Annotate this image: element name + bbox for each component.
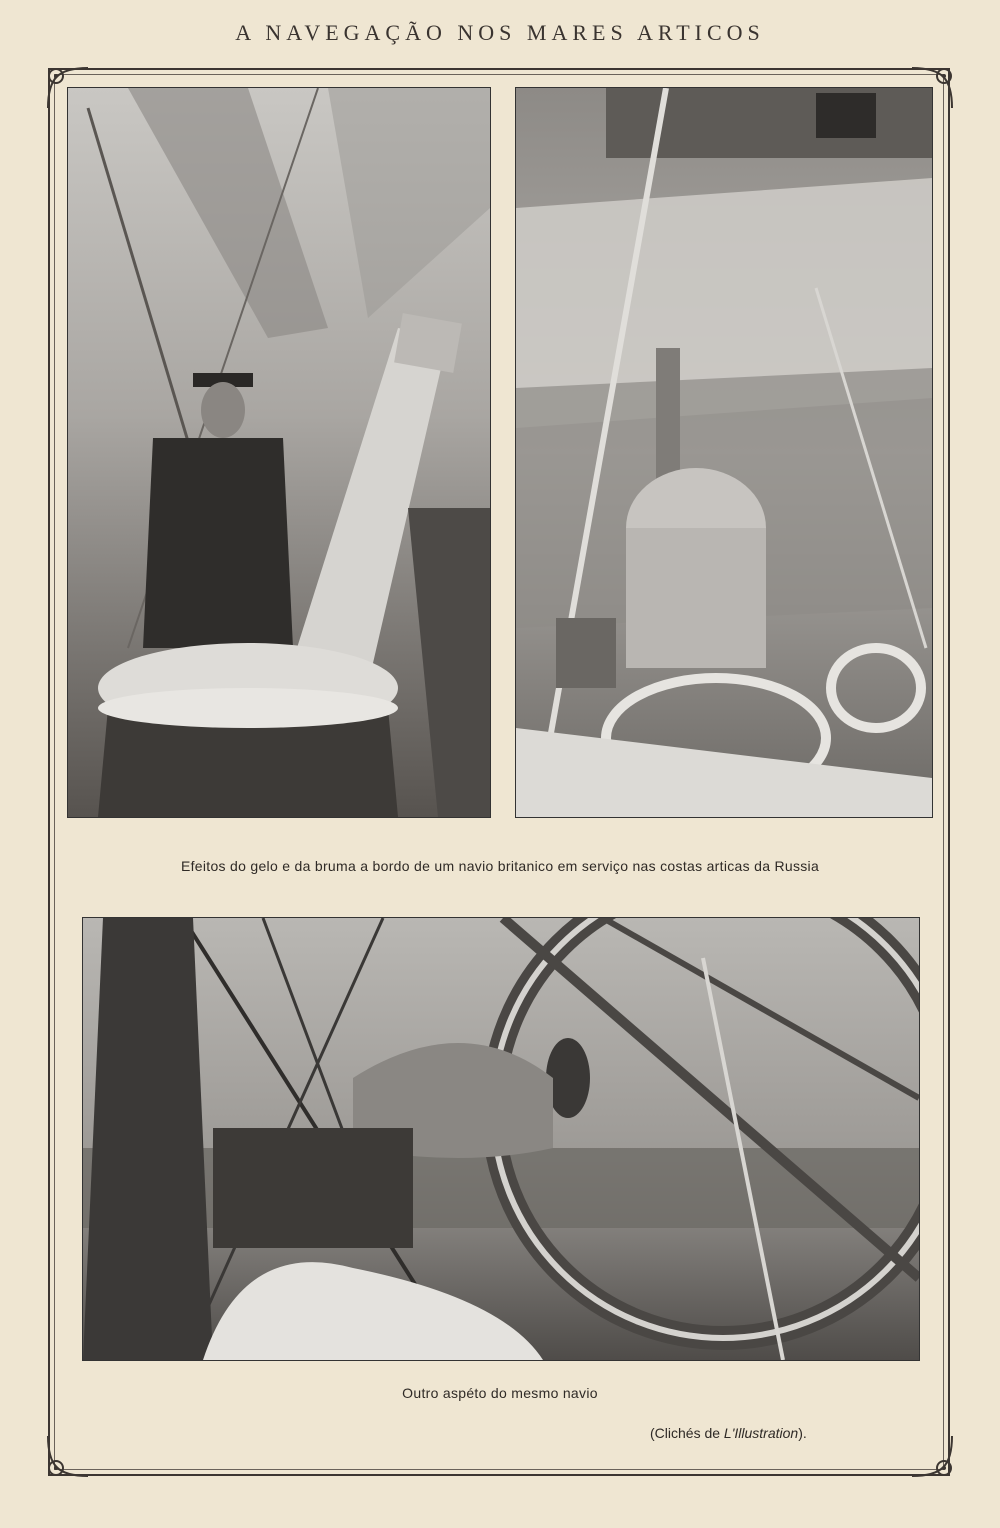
photo-credit bbox=[650, 1425, 850, 1441]
ornament-corner-icon bbox=[38, 1426, 98, 1486]
photo-iced-rigging bbox=[82, 917, 920, 1361]
caption-top: Efeitos do gelo e da bruma a bordo de um navio britanico em serviço nas costas articas da Russia bbox=[180, 858, 820, 874]
page-title: A NAVEGAÇÃO NOS MARES ARTICOS bbox=[235, 20, 765, 45]
caption-bottom: Outro aspéto do mesmo navio bbox=[402, 1385, 598, 1401]
credit-source: L'Illustration bbox=[723, 1425, 799, 1441]
credit-prefix: (Clichés de bbox=[650, 1425, 724, 1441]
photo-sailor-frozen-deck bbox=[67, 87, 491, 818]
ornament-corner-icon bbox=[902, 1426, 962, 1486]
credit-suffix: ). bbox=[798, 1425, 807, 1441]
photo-iced-ventilator bbox=[515, 87, 933, 818]
